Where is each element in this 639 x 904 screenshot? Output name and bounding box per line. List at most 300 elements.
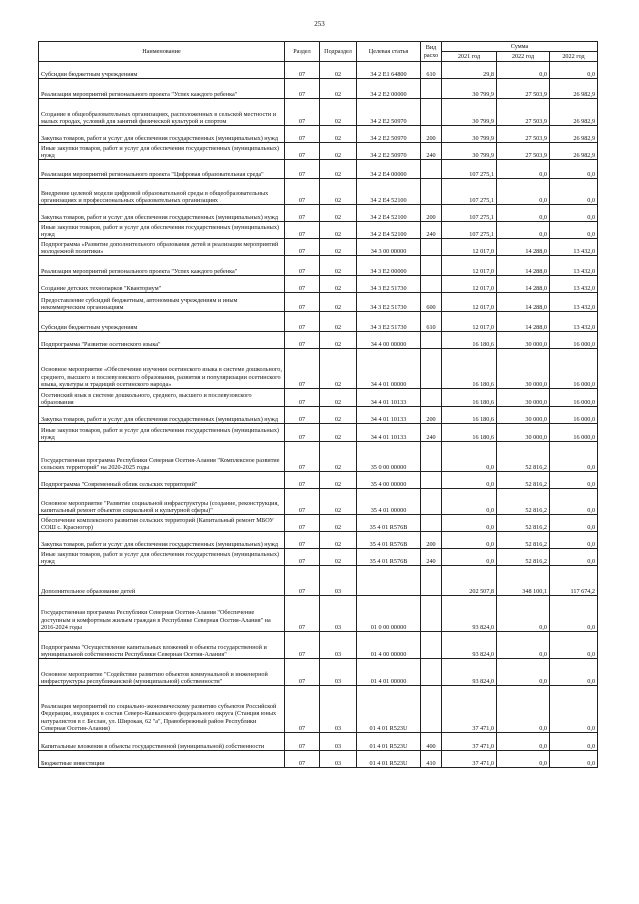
row-name: Основное мероприятие "Развитие социальной инфраструктуры (создание, реконструкция, капитальный ремонт объектов социальной и культурной сферы)" <box>39 489 285 515</box>
col-header-section: Раздел <box>285 42 320 62</box>
row-sum-2022a: 30 000,0 <box>497 332 550 349</box>
row-sum-2021: 93 824,0 <box>442 596 497 632</box>
table-row <box>39 424 598 442</box>
row-section: 07 <box>285 222 320 239</box>
row-article: 34 4 01 00000 <box>357 349 421 389</box>
row-expense-type: 200 <box>421 126 442 143</box>
row-subsection: 02 <box>320 312 357 332</box>
row-sum-2022b: 26 982,9 <box>550 79 598 99</box>
row-sum-2022a: 14 288,0 <box>497 312 550 332</box>
row-sum-2021: 0,0 <box>442 532 497 549</box>
row-sum-2022a: 0,0 <box>497 632 550 659</box>
row-expense-type <box>421 632 442 659</box>
row-name: Закупка товаров, работ и услуг для обеспечения государственных (муниципальных) нужд <box>39 532 285 549</box>
row-sum-2022b: 117 674,2 <box>550 566 598 596</box>
row-sum-2022b: 26 982,9 <box>550 143 598 160</box>
table-row <box>39 293 598 312</box>
row-article: 34 2 Е4 52100 <box>357 205 421 222</box>
table-row <box>39 256 598 276</box>
row-name: Подпрограмма "Современный облик сельских территорий" <box>39 472 285 489</box>
col-header-sum: Сумма <box>442 42 598 52</box>
row-sum-2021: 93 824,0 <box>442 632 497 659</box>
row-expense-type: 610 <box>421 312 442 332</box>
page-number: 253 <box>314 20 325 28</box>
row-sum-2022a: 0,0 <box>497 733 550 751</box>
row-sum-2021: 0,0 <box>442 549 497 566</box>
row-name: Подпрограмма "Осуществление капитальных вложений в объекты государственной и муниципальной собственности Республики Северная Осетия-Алания" <box>39 632 285 659</box>
row-name: Подпрограмма "Развитие осетинского языка" <box>39 332 285 349</box>
row-expense-type: 600 <box>421 293 442 312</box>
row-expense-type: 240 <box>421 549 442 566</box>
row-article: 34 2 Е2 50970 <box>357 143 421 160</box>
row-section: 07 <box>285 442 320 472</box>
row-expense-type <box>421 442 442 472</box>
row-sum-2022a: 52 816,2 <box>497 442 550 472</box>
row-sum-2022b: 0,0 <box>550 549 598 566</box>
row-name: Иные закупки товаров, работ и услуг для обеспечения государственных (муниципальных) нужд <box>39 143 285 160</box>
row-article: 35 0 00 00000 <box>357 442 421 472</box>
row-sum-2021: 93 824,0 <box>442 659 497 686</box>
row-sum-2022b: 0,0 <box>550 472 598 489</box>
table-row <box>39 349 598 389</box>
row-sum-2021: 0,0 <box>442 515 497 532</box>
row-sum-2022b: 0,0 <box>550 751 598 768</box>
header-row <box>39 42 598 52</box>
row-section: 07 <box>285 489 320 515</box>
table-row <box>39 596 598 632</box>
row-name: Основное мероприятие "Содействие развитию объектов коммунальной и инженерной инфраструктуры республиканской (муниципальной) собственности" <box>39 659 285 686</box>
row-subsection: 02 <box>320 222 357 239</box>
row-subsection: 02 <box>320 62 357 79</box>
row-sum-2022b: 0,0 <box>550 632 598 659</box>
row-sum-2022a: 27 503,9 <box>497 126 550 143</box>
table-row <box>39 442 598 472</box>
row-section: 07 <box>285 332 320 349</box>
row-expense-type: 200 <box>421 205 442 222</box>
table-row <box>39 312 598 332</box>
table-row <box>39 62 598 79</box>
row-article: 34 3 Е2 51730 <box>357 312 421 332</box>
row-sum-2021: 16 180,6 <box>442 349 497 389</box>
row-name: Предоставление субсидий бюджетным, автономным учреждениям и иным некоммерческим организациям <box>39 293 285 312</box>
row-article: 35 4 01 R576B <box>357 515 421 532</box>
row-subsection: 02 <box>320 442 357 472</box>
row-sum-2022a: 30 000,0 <box>497 349 550 389</box>
row-sum-2022a: 348 100,1 <box>497 566 550 596</box>
table-row <box>39 126 598 143</box>
table-row <box>39 659 598 686</box>
col-header-article: Целевая статья <box>357 42 421 62</box>
row-article: 34 3 Е2 00000 <box>357 256 421 276</box>
row-expense-type: 200 <box>421 532 442 549</box>
row-article: 34 3 00 00000 <box>357 239 421 256</box>
row-sum-2022a: 52 816,2 <box>497 549 550 566</box>
row-subsection: 02 <box>320 549 357 566</box>
row-name: Реализация мероприятий по социально-экономическому развитию субъектов Российской Федерации, входящих в состав Северо-Кавказского федерального округа (Станция юных натуралистов в г. Беслан, ул. Широкая, 62 "а", Правобережный район Республики Северная Осетия-Алания) <box>39 686 285 733</box>
row-sum-2021: 37 471,0 <box>442 733 497 751</box>
row-subsection: 02 <box>320 205 357 222</box>
row-subsection: 02 <box>320 276 357 293</box>
row-section: 07 <box>285 160 320 179</box>
row-section: 07 <box>285 126 320 143</box>
row-sum-2022b: 16 000,0 <box>550 424 598 442</box>
row-article: 34 3 Е2 51730 <box>357 293 421 312</box>
row-section: 07 <box>285 733 320 751</box>
row-subsection: 03 <box>320 733 357 751</box>
row-subsection: 02 <box>320 256 357 276</box>
row-expense-type <box>421 686 442 733</box>
row-name: Реализация мероприятий регионального проекта "Успех каждого ребенка" <box>39 256 285 276</box>
table-row <box>39 239 598 256</box>
row-sum-2021: 0,0 <box>442 472 497 489</box>
row-subsection: 03 <box>320 632 357 659</box>
table-row <box>39 143 598 160</box>
row-sum-2022b: 13 432,0 <box>550 276 598 293</box>
row-name: Иные закупки товаров, работ и услуг для обеспечения государственных (муниципальных) нужд <box>39 424 285 442</box>
row-expense-type: 240 <box>421 222 442 239</box>
row-name: Реализация мероприятий регионального проекта "Успех каждого ребенка" <box>39 79 285 99</box>
row-subsection: 02 <box>320 179 357 205</box>
row-sum-2022b: 26 982,9 <box>550 126 598 143</box>
row-article: 01 4 01 R523U <box>357 733 421 751</box>
row-subsection: 02 <box>320 515 357 532</box>
row-section: 07 <box>285 472 320 489</box>
row-subsection: 02 <box>320 389 357 407</box>
row-sum-2021: 16 180,6 <box>442 424 497 442</box>
row-expense-type <box>421 596 442 632</box>
row-sum-2022a: 0,0 <box>497 659 550 686</box>
row-name: Закупка товаров, работ и услуг для обеспечения государственных (муниципальных) нужд <box>39 407 285 424</box>
row-sum-2021: 12 017,0 <box>442 256 497 276</box>
row-subsection: 02 <box>320 126 357 143</box>
row-expense-type <box>421 239 442 256</box>
row-sum-2022a: 30 000,0 <box>497 389 550 407</box>
row-expense-type <box>421 256 442 276</box>
row-sum-2022a: 27 503,9 <box>497 79 550 99</box>
row-sum-2021: 30 799,9 <box>442 143 497 160</box>
row-section: 07 <box>285 659 320 686</box>
row-sum-2022b: 0,0 <box>550 442 598 472</box>
row-subsection: 03 <box>320 686 357 733</box>
row-sum-2022b: 0,0 <box>550 733 598 751</box>
table-row <box>39 566 598 596</box>
row-article: 34 3 Е2 51730 <box>357 276 421 293</box>
table-row <box>39 686 598 733</box>
row-sum-2022a: 0,0 <box>497 222 550 239</box>
table-row <box>39 276 598 293</box>
row-name: Осетинский язык в системе дошкольного, среднего, высшего и послевузовского образования <box>39 389 285 407</box>
row-section: 07 <box>285 143 320 160</box>
row-article: 34 4 01 10133 <box>357 389 421 407</box>
row-subsection: 02 <box>320 424 357 442</box>
row-name: Подпрограмма «Развитие дополнительного образования детей и реализация мероприятий молодежной политики» <box>39 239 285 256</box>
row-name: Субсидии бюджетным учреждениям <box>39 62 285 79</box>
row-sum-2022b: 0,0 <box>550 62 598 79</box>
row-article: 34 2 Е4 52100 <box>357 179 421 205</box>
row-subsection: 02 <box>320 99 357 126</box>
row-section: 07 <box>285 99 320 126</box>
row-sum-2022b: 13 432,0 <box>550 293 598 312</box>
row-name: Капитальные вложения в объекты государственной (муниципальной) собственности <box>39 733 285 751</box>
row-name: Государственная программа Республики Северная Осетия-Алания "Обеспечение доступным и комфортным жильем граждан в Республике Северная Осетия-Алания" на 2016-2024 годы <box>39 596 285 632</box>
table-row <box>39 222 598 239</box>
row-subsection: 02 <box>320 332 357 349</box>
row-sum-2021: 202 507,8 <box>442 566 497 596</box>
row-name: Дополнительное образование детей <box>39 566 285 596</box>
col-header-expense-type: Вид расхо <box>421 42 442 62</box>
table-body <box>39 62 598 768</box>
row-expense-type <box>421 389 442 407</box>
row-section: 07 <box>285 256 320 276</box>
row-name: Основное мероприятие «Обеспечение изучения осетинского языка в системе дошкольного, среднего, высшего и послевузовского образования, развития и популяризации осетинского языка, культуры и традиций осетинского народа» <box>39 349 285 389</box>
row-expense-type: 610 <box>421 62 442 79</box>
table-row <box>39 733 598 751</box>
row-name: Закупка товаров, работ и услуг для обеспечения государственных (муниципальных) нужд <box>39 126 285 143</box>
row-sum-2022a: 0,0 <box>497 62 550 79</box>
row-subsection: 02 <box>320 79 357 99</box>
row-section: 07 <box>285 532 320 549</box>
row-subsection: 03 <box>320 751 357 768</box>
row-sum-2022a: 52 816,2 <box>497 489 550 515</box>
row-sum-2022a: 30 000,0 <box>497 407 550 424</box>
row-article: 34 4 01 10133 <box>357 424 421 442</box>
row-sum-2022a: 52 816,2 <box>497 532 550 549</box>
row-expense-type <box>421 349 442 389</box>
table-row <box>39 515 598 532</box>
row-article: 34 2 Е2 50970 <box>357 126 421 143</box>
col-header-2021: 2021 год <box>442 52 497 62</box>
row-name: Государственная программа Республики Северная Осетия-Алания "Комплексное развитие сельских территорий" на 2020-2025 годы <box>39 442 285 472</box>
col-header-subsection: Подраздел <box>320 42 357 62</box>
row-name: Субсидии бюджетным учреждениям <box>39 312 285 332</box>
row-name: Обеспечение комплексного развития сельских территорий (Капитальный ремонт МБОУ СОШ с. Красногор) <box>39 515 285 532</box>
row-section: 07 <box>285 79 320 99</box>
row-section: 07 <box>285 389 320 407</box>
row-expense-type <box>421 160 442 179</box>
row-sum-2022b: 0,0 <box>550 489 598 515</box>
row-sum-2022b: 16 000,0 <box>550 349 598 389</box>
row-article: 35 4 00 00000 <box>357 472 421 489</box>
row-article: 01 4 01 00000 <box>357 659 421 686</box>
row-article: 35 4 01 R576B <box>357 532 421 549</box>
row-expense-type: 240 <box>421 143 442 160</box>
row-name: Иные закупки товаров, работ и услуг для обеспечения государственных (муниципальных) нужд <box>39 222 285 239</box>
row-sum-2022b: 13 432,0 <box>550 239 598 256</box>
row-article: 34 4 01 10133 <box>357 407 421 424</box>
row-subsection: 02 <box>320 349 357 389</box>
col-header-2022b: 2022 год <box>550 52 598 62</box>
row-article: 34 2 Е1 64800 <box>357 62 421 79</box>
row-expense-type: 400 <box>421 733 442 751</box>
row-sum-2021: 30 799,9 <box>442 79 497 99</box>
row-article: 34 2 Е2 50970 <box>357 99 421 126</box>
row-subsection: 02 <box>320 143 357 160</box>
table-row <box>39 179 598 205</box>
row-sum-2022b: 0,0 <box>550 222 598 239</box>
row-expense-type <box>421 179 442 205</box>
row-sum-2021: 12 017,0 <box>442 293 497 312</box>
row-subsection: 02 <box>320 239 357 256</box>
row-section: 07 <box>285 239 320 256</box>
table-row <box>39 79 598 99</box>
row-article: 34 2 Е2 00000 <box>357 79 421 99</box>
row-sum-2022a: 0,0 <box>497 205 550 222</box>
row-sum-2022b: 0,0 <box>550 686 598 733</box>
row-name: Создание в общеобразовательных организациях, расположенных в сельской местности и малых городах, условий для занятий физической культурой и спортом <box>39 99 285 126</box>
row-subsection: 03 <box>320 659 357 686</box>
row-subsection: 03 <box>320 596 357 632</box>
row-section: 07 <box>285 293 320 312</box>
table-row <box>39 407 598 424</box>
row-section: 07 <box>285 179 320 205</box>
row-subsection: 02 <box>320 472 357 489</box>
row-section: 07 <box>285 407 320 424</box>
row-sum-2021: 30 799,9 <box>442 99 497 126</box>
row-article: 34 2 Е4 52100 <box>357 222 421 239</box>
row-expense-type <box>421 99 442 126</box>
row-sum-2022b: 0,0 <box>550 179 598 205</box>
row-article: 01 4 01 R523U <box>357 686 421 733</box>
row-expense-type <box>421 659 442 686</box>
row-sum-2022b: 0,0 <box>550 596 598 632</box>
row-section: 07 <box>285 349 320 389</box>
row-sum-2021: 107 275,1 <box>442 205 497 222</box>
row-sum-2021: 16 180,6 <box>442 332 497 349</box>
row-sum-2022a: 27 503,9 <box>497 99 550 126</box>
row-article: 34 4 00 00000 <box>357 332 421 349</box>
row-expense-type: 240 <box>421 424 442 442</box>
row-sum-2022a: 30 000,0 <box>497 424 550 442</box>
row-expense-type <box>421 79 442 99</box>
budget-table <box>38 41 598 768</box>
row-article: 01 4 00 00000 <box>357 632 421 659</box>
row-sum-2021: 30 799,9 <box>442 126 497 143</box>
row-sum-2022a: 14 288,0 <box>497 293 550 312</box>
row-sum-2022b: 16 000,0 <box>550 407 598 424</box>
table-row <box>39 549 598 566</box>
row-subsection: 02 <box>320 532 357 549</box>
col-header-name: Наименование <box>39 42 285 62</box>
row-expense-type <box>421 472 442 489</box>
row-name: Закупка товаров, работ и услуг для обеспечения государственных (муниципальных) нужд <box>39 205 285 222</box>
row-expense-type <box>421 515 442 532</box>
row-sum-2022b: 26 982,9 <box>550 99 598 126</box>
row-name: Реализация мероприятий регионального проекта "Цифровая образовательная среда" <box>39 160 285 179</box>
row-sum-2022a: 14 288,0 <box>497 239 550 256</box>
row-sum-2022b: 0,0 <box>550 659 598 686</box>
row-sum-2022a: 14 288,0 <box>497 256 550 276</box>
row-sum-2022a: 27 503,9 <box>497 143 550 160</box>
row-name: Создание детских технопарков "Кванториум" <box>39 276 285 293</box>
row-sum-2022b: 0,0 <box>550 160 598 179</box>
row-sum-2021: 12 017,0 <box>442 276 497 293</box>
row-section: 07 <box>285 276 320 293</box>
row-section: 07 <box>285 596 320 632</box>
table-row <box>39 751 598 768</box>
table-row <box>39 489 598 515</box>
row-section: 07 <box>285 751 320 768</box>
row-article: 01 4 01 R523U <box>357 751 421 768</box>
row-section: 07 <box>285 549 320 566</box>
row-sum-2022a: 52 816,2 <box>497 515 550 532</box>
row-sum-2022b: 13 432,0 <box>550 256 598 276</box>
row-sum-2021: 37 471,0 <box>442 751 497 768</box>
row-section: 07 <box>285 62 320 79</box>
row-section: 07 <box>285 632 320 659</box>
row-sum-2022a: 0,0 <box>497 179 550 205</box>
row-expense-type <box>421 332 442 349</box>
row-sum-2022a: 0,0 <box>497 751 550 768</box>
col-header-2022a: 2022 год <box>497 52 550 62</box>
row-article <box>357 566 421 596</box>
row-sum-2022a: 52 816,2 <box>497 472 550 489</box>
row-sum-2021: 0,0 <box>442 489 497 515</box>
row-section: 07 <box>285 686 320 733</box>
row-sum-2021: 12 017,0 <box>442 312 497 332</box>
row-subsection: 03 <box>320 566 357 596</box>
row-subsection: 02 <box>320 293 357 312</box>
row-section: 07 <box>285 566 320 596</box>
row-section: 07 <box>285 312 320 332</box>
row-sum-2021: 107 275,1 <box>442 179 497 205</box>
row-name: Иные закупки товаров, работ и услуг для обеспечения государственных (муниципальных) нужд <box>39 549 285 566</box>
row-sum-2022b: 16 000,0 <box>550 389 598 407</box>
row-sum-2022a: 0,0 <box>497 596 550 632</box>
row-sum-2021: 0,0 <box>442 442 497 472</box>
row-sum-2021: 16 180,6 <box>442 407 497 424</box>
row-section: 07 <box>285 515 320 532</box>
row-sum-2022b: 13 432,0 <box>550 312 598 332</box>
table-row <box>39 532 598 549</box>
row-subsection: 02 <box>320 160 357 179</box>
table-row <box>39 389 598 407</box>
row-sum-2021: 107 275,1 <box>442 222 497 239</box>
row-sum-2022a: 14 288,0 <box>497 276 550 293</box>
row-name: Бюджетные инвестиции <box>39 751 285 768</box>
row-sum-2021: 107 275,1 <box>442 160 497 179</box>
row-expense-type: 410 <box>421 751 442 768</box>
table-row <box>39 472 598 489</box>
row-name: Внедрение целевой модели цифровой образовательной среды в общеобразовательных организациях и профессиональных образовательных организациях <box>39 179 285 205</box>
row-article: 34 2 Е4 00000 <box>357 160 421 179</box>
row-expense-type <box>421 489 442 515</box>
row-sum-2021: 16 180,6 <box>442 389 497 407</box>
row-expense-type <box>421 276 442 293</box>
table-row <box>39 332 598 349</box>
row-sum-2022b: 0,0 <box>550 205 598 222</box>
table-row <box>39 205 598 222</box>
table-row <box>39 632 598 659</box>
row-expense-type <box>421 566 442 596</box>
row-section: 07 <box>285 424 320 442</box>
row-section: 07 <box>285 205 320 222</box>
row-subsection: 02 <box>320 489 357 515</box>
row-article: 35 4 01 00000 <box>357 489 421 515</box>
row-sum-2022b: 0,0 <box>550 532 598 549</box>
row-article: 35 4 01 R576B <box>357 549 421 566</box>
row-sum-2022a: 0,0 <box>497 686 550 733</box>
row-sum-2022a: 0,0 <box>497 160 550 179</box>
row-sum-2021: 12 017,0 <box>442 239 497 256</box>
row-expense-type: 200 <box>421 407 442 424</box>
row-article: 01 0 00 00000 <box>357 596 421 632</box>
table-row <box>39 160 598 179</box>
row-sum-2022b: 0,0 <box>550 515 598 532</box>
row-sum-2022b: 16 000,0 <box>550 332 598 349</box>
row-sum-2021: 37 471,0 <box>442 686 497 733</box>
row-subsection: 02 <box>320 407 357 424</box>
row-sum-2021: 29,8 <box>442 62 497 79</box>
